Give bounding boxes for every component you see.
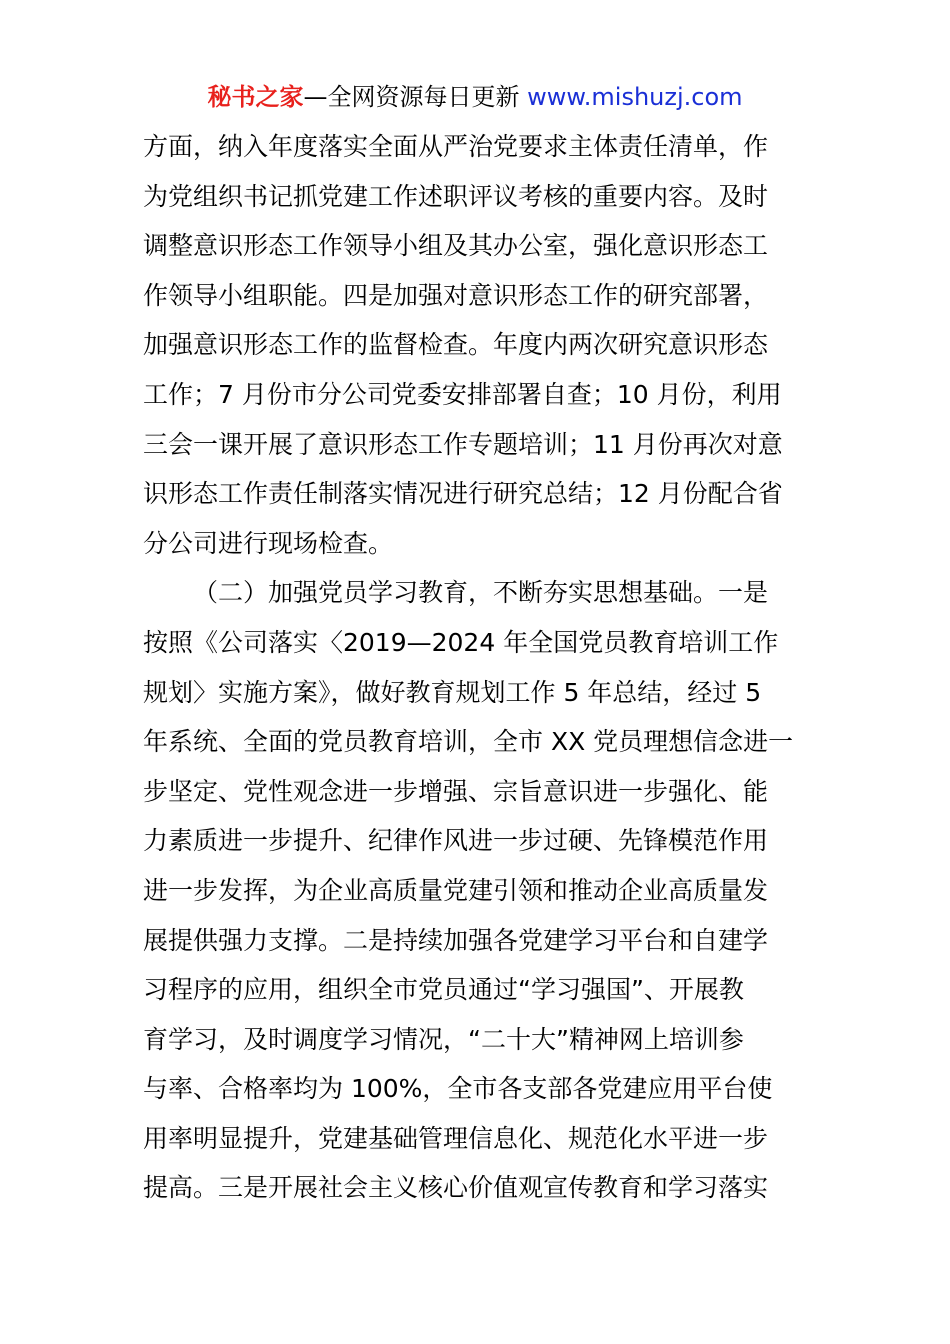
site-tagline: —全网资源每日更新 — [303, 83, 520, 111]
text-line-3: 调整意识形态工作领导小组及其办公室，强化意识形态工 — [143, 231, 769, 261]
site-url-link[interactable]: www.mishuzj.com — [527, 83, 743, 111]
text-line-5: 加强意识形态工作的监督检查。年度内两次研究意识形态 — [143, 330, 769, 360]
text-line-22: 提高。三是开展社会主义核心价值观宣传教育和学习落实 — [143, 1173, 769, 1203]
text-line-18: 习程序的应用，组织全市党员通过“学习强国”、开展教 — [143, 975, 744, 1005]
text-line-20: 与率、合格率均为 100%，全市各支部各党建应用平台使 — [143, 1074, 773, 1104]
text-line-8: 识形态工作责任制落实情况进行研究总结；12 月份配合省 — [143, 479, 783, 509]
text-line-4: 作领导小组职能。四是加强对意识形态工作的研究部署， — [143, 280, 769, 310]
site-brand: 秘书之家 — [207, 83, 304, 111]
text-line-21: 用率明显提升，党建基础管理信息化、规范化水平进一步 — [143, 1123, 769, 1153]
text-line-14: 步坚定、党性观念进一步增强、宗旨意识进一步强化、能 — [143, 776, 769, 806]
document-body — [143, 122, 813, 1213]
text-line-6: 工作；7 月份市分公司党委安排部署自查；10 月份，利用 — [143, 379, 782, 409]
text-line-1: 方面，纳入年度落实全面从严治党要求主体责任清单，作 — [143, 132, 769, 161]
text-line-2: 为党组织书记抓党建工作述职评议考核的重要内容。及时 — [143, 181, 769, 211]
text-line-7: 三会一课开展了意识形态工作专题培训；11 月份再次对意 — [143, 429, 783, 459]
text-line-12: 规划〉实施方案》，做好教育规划工作 5 年总结，经过 5 — [143, 677, 762, 707]
text-line-11: 按照《公司落实〈2019—2024 年全国党员教育培训工作 — [143, 627, 779, 657]
text-line-9: 分公司进行现场检查。 — [143, 528, 394, 558]
section-heading-line: （二）加强党员学习教育，不断夯实思想基础。一是 — [193, 578, 769, 608]
text-line-16: 进一步发挥，为企业高质量党建引领和推动企业高质量发 — [143, 875, 769, 905]
text-line-13: 年系统、全面的党员教育培训，全市 XX 党员理想信念进一 — [143, 727, 794, 757]
text-line-17: 展提供强力支撑。二是持续加强各党建学习平台和自建学 — [143, 925, 769, 955]
text-line-19: 育学习，及时调度学习情况，“二十大”精神网上培训参 — [143, 1024, 744, 1054]
text-line-15: 力素质进一步提升、纪律作风进一步过硬、先锋模范作用 — [143, 826, 769, 856]
site-header — [0, 80, 950, 114]
